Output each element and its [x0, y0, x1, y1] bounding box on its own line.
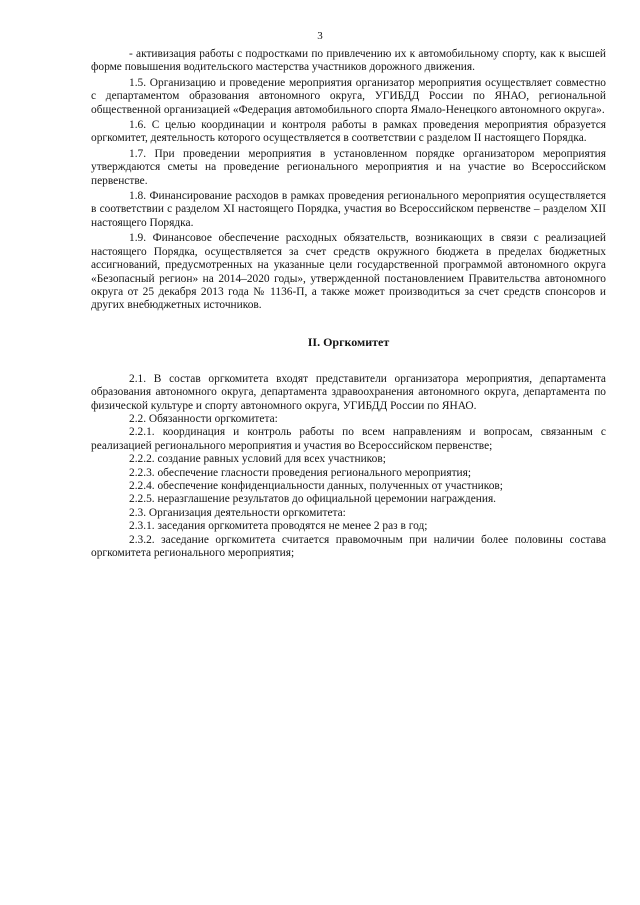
- paragraph-2-3-1: 2.3.1. заседания оргкомитета проводятся не менее 2 раз в год;: [129, 520, 428, 533]
- paragraph-2-3: 2.3. Организация деятельности оргкомитета:: [129, 506, 346, 519]
- paragraph-2-1: 2.1. В состав оргкомитета входят представители организатора мероприятия, департамента образования автономного округа, департамента здравоохранения автономного округа, департамента по физической культуре и спорту автономного округа, УГИБДД России по ЯНАО.: [91, 372, 606, 412]
- paragraph-2-2: 2.2. Обязанности оргкомитета:: [129, 412, 278, 425]
- paragraph-2-2-3: 2.2.3. обеспечение гласности проведения регионального мероприятия;: [129, 466, 472, 479]
- paragraph-1-6: 1.6. С целью координации и контроля работы в рамках проведения мероприятия образуется оргкомитет, деятельность которого осуществляется в соответствии с разделом II настоящего Порядка.: [91, 119, 606, 145]
- paragraph-2-2-1: 2.2.1. координация и контроль работы по всем направлениям и вопросам, связанным с реализацией регионального мероприятия и участия во Всероссийском первенстве;: [91, 426, 606, 452]
- paragraph-2-2-2: 2.2.2. создание равных условий для всех участников;: [129, 453, 386, 466]
- document-body: [91, 48, 606, 560]
- paragraph-2-2-4: 2.2.4. обеспечение конфиденциальности данных, полученных от участников;: [129, 479, 503, 492]
- paragraph-1-7: 1.7. При проведении мероприятия в установленном порядке организатором мероприятия утверждаются сметы на проведение регионального мероприятия и на участие во Всероссийском первенстве.: [91, 147, 606, 187]
- paragraph-activation: - активизация работы с подростками по привлечению их к автомобильному спорту, как к высшей форме повышения водительского мастерства участников дорожного движения.: [91, 48, 606, 74]
- paragraph-1-9: 1.9. Финансовое обеспечение расходных обязательств, возникающих в связи с реализацией настоящего Порядка, осуществляется за счет средств окружного бюджета в пределах бюджетных ассигнований, предусмотренных на указанные цели государственной программой автономного округа «Безопасный регион» на 2014–2020 годы», утвержденной постановлением Правительства автономного округа от 25 декабря 2013 года № 1136-П, а также может производиться за счет средств спонсоров и других внебюджетных источников.: [91, 232, 606, 312]
- page-number: 3: [317, 30, 323, 42]
- paragraph-2-3-2: 2.3.2. заседание оргкомитета считается правомочным при наличии более половины состава оргкомитета регионального мероприятия;: [91, 533, 606, 559]
- paragraph-2-2-5: 2.2.5. неразглашение результатов до официальной церемонии награждения.: [129, 493, 497, 506]
- section-title-orgcommittee: II. Оргкомитет: [307, 334, 390, 349]
- paragraph-1-5: 1.5. Организацию и проведение мероприятия организатор мероприятия осуществляет совместно с департаментом образования автономного округа, УГИБДД России по ЯНАО, региональной общественной организацией «Федерация автомобильного спорта Ямало-Ненецкого автономного округа».: [91, 76, 606, 116]
- paragraph-1-8: 1.8. Финансирование расходов в рамках проведения регионального мероприятия осуществляется в соответствии с разделом XI настоящего Порядка, участия во Всероссийском первенстве – разделом XII настоящего Порядка.: [91, 190, 606, 229]
